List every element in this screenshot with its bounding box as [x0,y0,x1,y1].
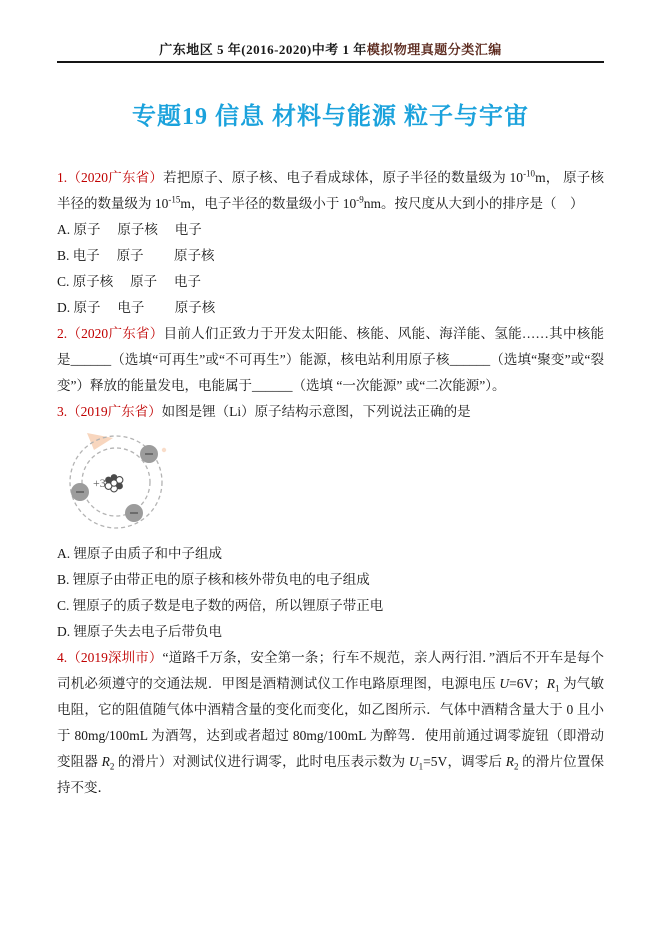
question-2 [57,321,604,399]
question-3-options [57,541,604,645]
scan-artifact-triangle [87,433,113,450]
question-3 [57,399,604,645]
question-1-option-a: A. 原子 原子核 电子 [57,222,202,237]
document-body [57,165,604,801]
question-2-text [57,321,604,399]
question-3-option-d: D. 锂原子失去电子后带负电 [57,624,222,639]
question-3-label: 3.（2019广东省） [57,404,162,419]
question-4-body: “道路千万条，安全第一条；行车不规范，亲人两行泪．”酒后不开车是每个司机必须遵守的交通法规．甲图是酒精测试仪工作电路原理图，电源电压 U=6V；$R_1$ 为气敏电阻，它的阻值随气体中酒精含量的变化而变化，如乙图所示．气体中酒精含量大于 0 且小于 80mg/100mL 为酒驾，达到或者超过 80mg/100mL 为醉驾．使用前通过调零旋钮（即滑动变阻器 $R_2$ 的滑片）对测试仪进行调零，此时电压表示数为 $U_1=5V$，调零后 $R_2$ 的滑片位置保持不变． [57,650,605,795]
question-1-option-c: C. 原子核 原子 电子 [57,274,202,289]
question-1-option-d: D. 原子 电子 原子核 [57,300,216,315]
electron-left [71,483,89,501]
question-3-text [57,399,604,425]
scan-artifact-dot [162,448,166,452]
lithium-atom-diagram [57,429,604,539]
question-4-text [57,645,604,801]
question-1-label: 1.（2020广东省） [57,170,164,185]
question-3-option-a: A. 锂原子由质子和中子组成 [57,546,222,561]
header-text-left: 广东地区 5 年(2016-2020)中考 1 年 [159,42,367,57]
nucleus-charge-label: +3 [93,476,106,490]
question-4-label: 4.（2019深圳市） [57,650,163,665]
question-1-options [57,217,604,321]
nucleus [105,474,123,492]
page-title: 专题19 信息 材料与能源 粒子与宇宙 [132,104,529,130]
page-header [57,0,604,63]
atom-structure-svg [57,429,189,539]
question-2-body: 目前人们正致力于开发太阳能、核能、风能、海洋能、氢能……其中核能是______（选填“可再生”或“不可再生”）能源，核电站利用原子核______（选填“聚变”或“裂变”）释放的能量发电，电能属于______（选填 “一次能源” 或“二次能源”）。 [57,326,605,393]
electron-bottom [125,504,143,522]
question-3-option-b: B. 锂原子由带正电的原子核和核外带负电的电子组成 [57,572,370,587]
question-2-label: 2.（2020广东省） [57,326,164,341]
question-4 [57,645,604,801]
question-1-body: 若把原子、原子核、电子看成球体，原子半径的数量级为 $10^{-10}m$， 原子核半径的数量级为 $10^{-15}m$，电子半径的数量级小于 $10^{-9}nm$。按尺度从大到小的排序是（ ） [57,168,605,211]
question-1-option-b: B. 电子 原子 原子核 [57,248,215,263]
question-1 [57,165,604,321]
question-3-option-c: C. 锂原子的质子数是电子数的两倍，所以锂原子带正电 [57,598,384,613]
question-1-text [57,165,604,217]
question-3-body: 如图是锂（Li）原子结构示意图，下列说法正确的是 [161,404,471,419]
header-text-right: 模拟物理真题分类汇编 [366,42,502,57]
electron-outer [140,445,158,463]
